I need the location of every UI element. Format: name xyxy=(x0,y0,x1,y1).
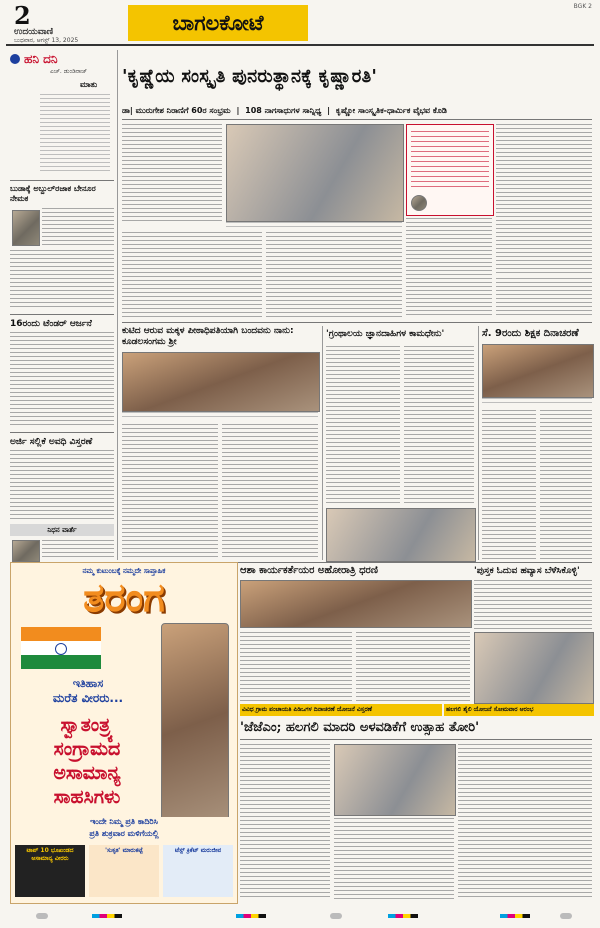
person-photo xyxy=(12,210,40,246)
person-photo xyxy=(12,540,40,562)
print-marks xyxy=(0,910,600,924)
left-column xyxy=(10,50,114,560)
drop-icon xyxy=(10,54,20,64)
obituary-text xyxy=(42,540,114,560)
paper-name: ಉದಯವಾಣಿ xyxy=(14,27,54,37)
lead-text xyxy=(496,124,592,274)
photo-caption xyxy=(482,398,592,406)
photo-caption xyxy=(122,412,318,420)
ad-box: ಟಾಪ್ 10 ಭೂಖಂಡದ ಅಸಾಮಾನ್ಯ ವೀರರು xyxy=(15,845,85,897)
story-text xyxy=(122,424,218,560)
story-text xyxy=(326,346,400,506)
page-number: 2 xyxy=(14,1,31,30)
masthead xyxy=(6,3,594,43)
poem-title: ಮಾತು xyxy=(80,80,98,89)
story-text xyxy=(474,580,592,630)
story-text xyxy=(10,332,114,428)
story-text xyxy=(458,744,592,900)
honey-dani-header xyxy=(10,50,114,70)
lead-text xyxy=(122,232,262,318)
district-title: ಬಾಗಲಕೋಟೆ xyxy=(128,5,308,41)
story-headline: ಆಶಾ ಕಾರ್ಯಕರ್ತೆಯರ ಅಹೋರಾತ್ರಿ ಧರಣಿ xyxy=(240,565,378,576)
story-text xyxy=(222,424,318,560)
story-headline: 16ರಂದು ಟೆಂಡರ್ ಆರ್ಜನೆ xyxy=(10,319,92,329)
honey-dani-title: ಹನಿ ದನಿ xyxy=(24,52,58,66)
story-text xyxy=(10,250,114,310)
ad-title: ತರಂಗ xyxy=(83,574,165,621)
ad-line: ಸ್ವಾತಂತ್ರ್ಯ xyxy=(60,714,114,736)
ad-line: ಇತಿಹಾಸ xyxy=(72,677,104,690)
lead-subhead: ಡಾ| ಮುರುಗೇಶ ನಿರಾಣಿಗೆ 60ರ ಸಂಭ್ರಮ xyxy=(122,106,231,115)
story-text xyxy=(482,410,536,560)
story-headline: ಬುಡಾಕ್ಕೆ ಅಬ್ದುಲ್‌ರಜಾಕ ಬೇನೂರ ನೇಮಕ xyxy=(10,184,96,203)
quote-text xyxy=(411,131,489,191)
corner-tag: BGK 2 xyxy=(573,3,592,10)
story-text xyxy=(240,744,330,900)
lead-text xyxy=(496,278,592,318)
story-photo xyxy=(240,580,472,628)
ad-box: ಟೆಸ್ಟ್ ಕ್ರಿಕೆಟ್ ಮರುಜೀವ xyxy=(163,845,233,897)
lead-subhead: 108 ನಾಗಸಾಧುಗಳ ಸಾನ್ನಿಧ್ಯ xyxy=(245,106,322,115)
story-text xyxy=(404,346,474,506)
ad-line: ಮರೆತ ವೀರರು... xyxy=(52,691,124,705)
story-headline: ಅರ್ಜಿ ಸಲ್ಲಿಕೆ ಅವಧಿ ವಿಸ್ತರಣೆ xyxy=(10,437,93,447)
person-photo xyxy=(411,195,427,211)
story-text xyxy=(240,632,352,702)
quote-box xyxy=(406,124,494,216)
flag-icon xyxy=(21,627,101,671)
story-photo xyxy=(482,344,594,398)
story-headline: 'ಗ್ರಂಥಾಲಯ ಜ್ಞಾನದಾಹಿಗಳ ಕಾಮಧೇನು' xyxy=(326,329,445,339)
story-text xyxy=(356,632,470,702)
bottom-banner xyxy=(240,704,592,716)
ad-line: ಅಸಾಮಾನ್ಯ xyxy=(53,762,121,784)
story-headline: ಸೆ. 9ರಂದು ಶಿಕ್ಷಕ ದಿನಾಚರಣೆ xyxy=(482,328,579,339)
banner-left: ವಿವಿಧ ಗ್ರಾಮ ಪಂಚಾಯತಿ ಪಿಡಿಒಗಳ ದಿನಾಚರಣೆ ಯೋಜನೆ ವಿಸ್ತರಣೆ xyxy=(240,704,442,716)
banner-right: ಹಲಗಲಿ ಶೈಲಿ ಯೋಜನೆ ಸೋಮವಾರ ಆರಂಭ xyxy=(444,704,594,716)
ad-box: 'ಸುಕೃತ' ಮಾರುಕಟ್ಟೆ xyxy=(89,845,159,897)
story-text xyxy=(10,450,114,520)
lead-text xyxy=(406,218,492,318)
freedom-fighters-collage xyxy=(161,623,229,825)
obituary-label: ನಿಧನ ವಾರ್ತೆ xyxy=(10,524,114,536)
story-headline: ಕುಟಿದ ಆರುವ ಮಕ್ಕಳ ಪೀಠಾಧಿಪತಿಯಾಗಿ ಬಂದವನು ನಾನು: ಕೂಡಲಸಂಗಮ ಶ್ರೀ xyxy=(122,326,294,347)
lead-text xyxy=(266,232,402,318)
ad-top-line: ನಮ್ಮ ಕುಟುಂಬಕ್ಕೆ ನಮ್ಮದೇ ಸಾಪ್ತಾಹಿಕ xyxy=(82,567,166,575)
photo-caption xyxy=(226,222,402,230)
story-headline: 'ಪುಸ್ತಕ ಓದುವ ಹವ್ಯಾಸ ಬೆಳೆಸಿಕೊಳ್ಳಿ' xyxy=(474,566,580,576)
story-text xyxy=(540,410,592,560)
story-photo xyxy=(326,508,476,562)
lead-headline: 'ಕೃಷ್ಣೆಯ ಸಂಸ್ಕೃತಿ ಪುನರುತ್ಥಾನಕ್ಕೆ ಕೃಷ್ಣಾರತಿ' xyxy=(122,66,378,87)
ad-footer: ಇಂದೇ ನಿಮ್ಮ ಪ್ರತಿ ಕಾದಿರಿಸಿ xyxy=(11,817,237,827)
ad-line: ಸಂಗ್ರಾಮದ xyxy=(53,738,121,760)
bottom-headline: 'ಜೆಜೆಎಂ; ಹಲಗಲಿ ಮಾದರಿ ಅಳವಡಿಕೆಗೆ ಉತ್ಸಾಹ ತೋರಿ' xyxy=(240,720,480,735)
story-photo xyxy=(122,352,320,412)
poem-text xyxy=(40,94,110,174)
ad-footer: ಪ್ರತಿ ಶುಕ್ರವಾರ ಮಳಿಗೆಯಲ್ಲಿ xyxy=(89,829,159,838)
lead-photo xyxy=(226,124,404,222)
story-photo xyxy=(334,744,456,816)
lead-subhead: ಕೃಷ್ಣೋ ಸಾಂಸ್ಕೃತಿಕ-ಧಾರ್ಮಿಕ ವೈಭವ ಕೊಡಿ xyxy=(335,106,447,115)
edition-date: ಬುಧವಾರ, ಆಗಸ್ಟ್ 13, 2025 xyxy=(14,37,79,44)
masthead-rule xyxy=(6,44,594,46)
ad-line: ಸಾಹಸಿಗಳು xyxy=(53,786,121,808)
taranga-ad[interactable] xyxy=(10,562,238,904)
story-text xyxy=(42,208,114,248)
honey-dani-author: ಎಚ್. ಡುಂಡಿರಾಜ್ xyxy=(50,68,88,75)
story-photo xyxy=(474,632,594,704)
lead-text xyxy=(122,124,222,224)
story-text xyxy=(334,818,454,900)
lead-subheads: ಡಾ| ಮುರುಗೇಶ ನಿರಾಣಿಗೆ 60ರ ಸಂಭ್ರಮ | 108 ನಾಗಸಾಧುಗಳ ಸಾನ್ನಿಧ್ಯ | ಕೃಷ್ಣೋ ಸಾಂಸ್ಕೃತಿಕ-ಧಾರ್ಮಿಕ ವೈಭವ ಕೊಡಿ xyxy=(122,106,447,115)
